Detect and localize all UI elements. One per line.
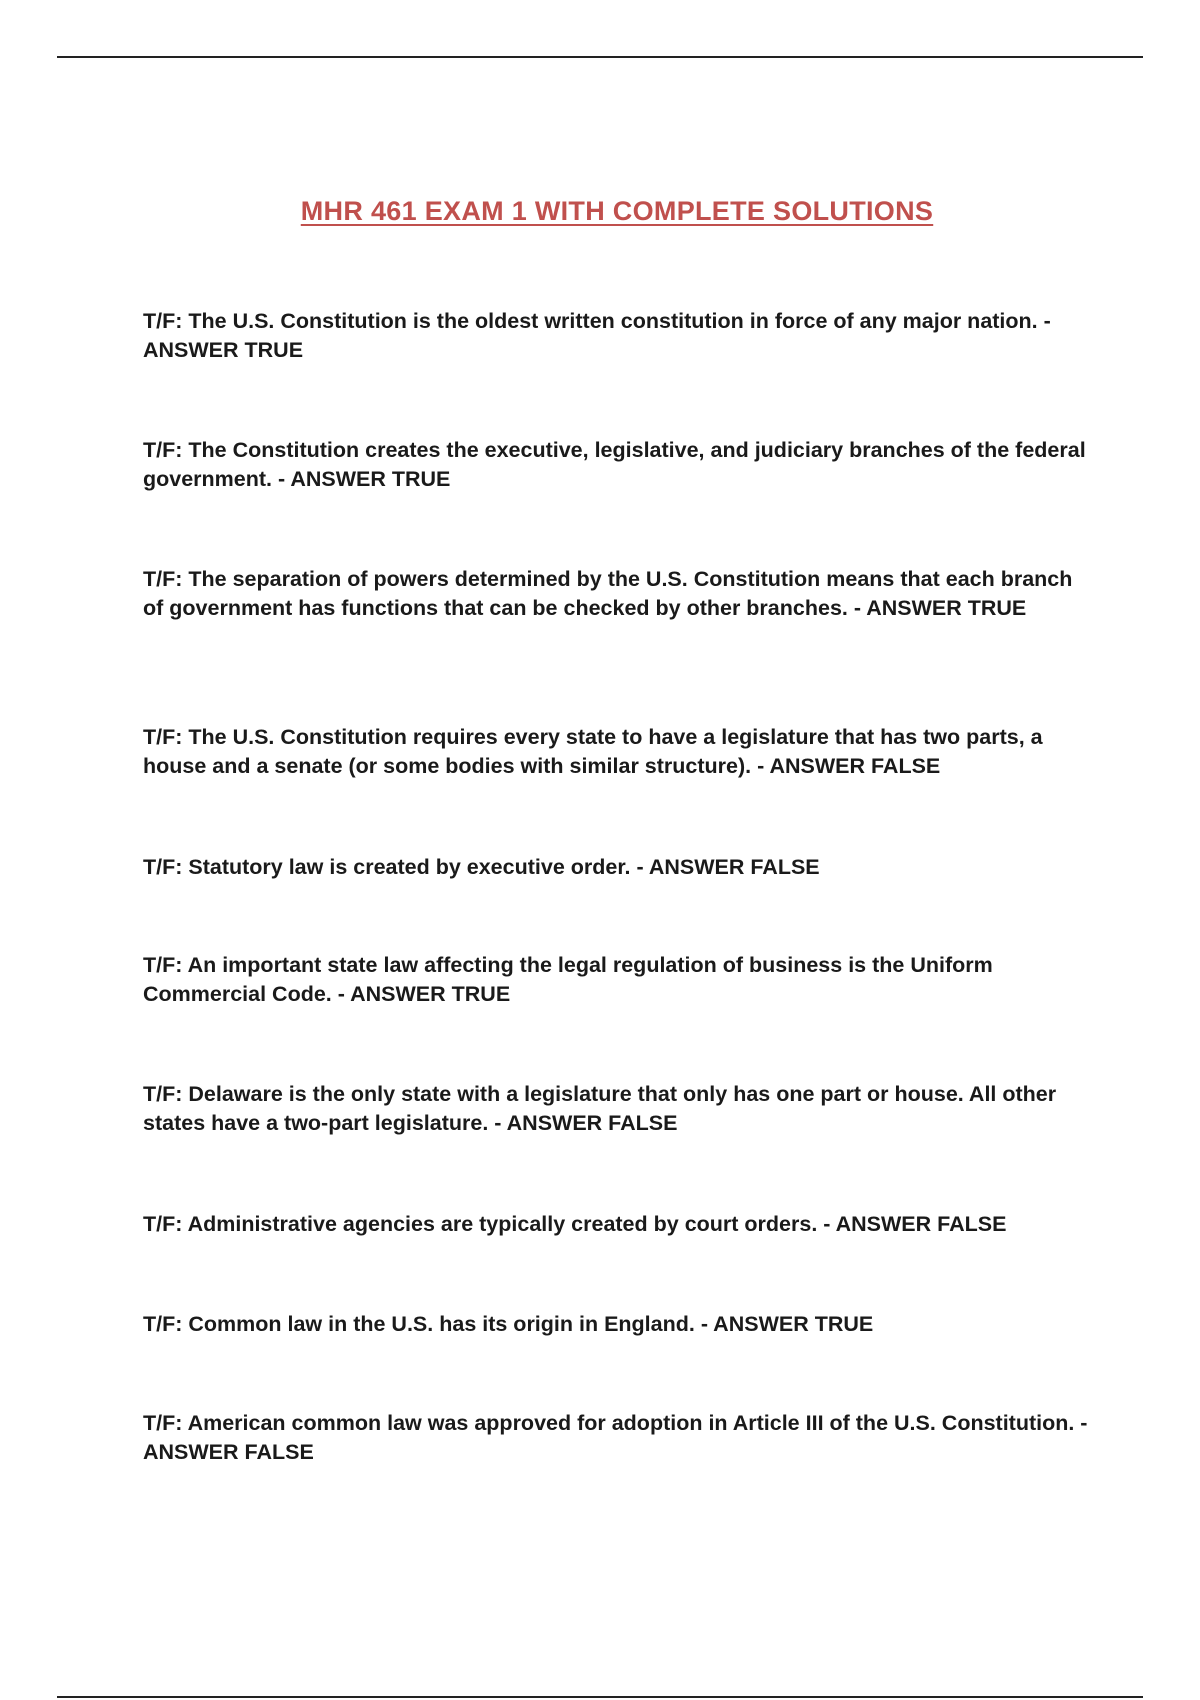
- qa-item-5: [143, 853, 1098, 882]
- question-text: T/F: The Constitution creates the executive, legislative, and judiciary branches of the federal government. -: [143, 438, 1086, 491]
- qa-item-1: [143, 307, 1098, 365]
- question-text: T/F: Delaware is the only state with a legislature that only has one part or house. All other states have a two-part legislature. -: [143, 1082, 1057, 1135]
- answer-text: ANSWER FALSE: [835, 1212, 1007, 1236]
- answer-text: ANSWER FALSE: [648, 855, 820, 879]
- answer-text: ANSWER TRUE: [713, 1312, 874, 1336]
- qa-item-2: [143, 436, 1098, 494]
- qa-item-10: [143, 1409, 1098, 1467]
- answer-text: ANSWER FALSE: [506, 1111, 678, 1135]
- answer-text: ANSWER TRUE: [143, 338, 304, 362]
- qa-item-6: [143, 951, 1098, 1009]
- question-text: T/F: An important state law affecting the legal regulation of business is the Uniform Commercial Code. -: [143, 953, 993, 1006]
- question-text: T/F: Administrative agencies are typically created by court orders. -: [143, 1212, 831, 1236]
- bottom-rule: [57, 1696, 1143, 1698]
- question-text: T/F: Common law in the U.S. has its origin in England. -: [143, 1312, 708, 1336]
- question-text: T/F: Statutory law is created by executive order. -: [143, 855, 644, 879]
- question-text: T/F: The U.S. Constitution requires every state to have a legislature that has two parts, a house and a senate (or some bodies with similar structure). -: [143, 725, 1043, 778]
- answer-text: ANSWER FALSE: [769, 754, 941, 778]
- question-text: T/F: American common law was approved for adoption in Article III of the U.S. Constitution. -: [143, 1411, 1088, 1435]
- qa-item-3: [143, 565, 1098, 623]
- answer-text: ANSWER FALSE: [143, 1440, 314, 1464]
- question-text: T/F: The separation of powers determined by the U.S. Constitution means that each branch of government has functions that can be checked by other branches. -: [143, 567, 1073, 620]
- qa-item-8: [143, 1210, 1098, 1239]
- qa-item-4: [143, 723, 1098, 781]
- qa-item-9: [143, 1310, 1098, 1339]
- answer-text: ANSWER TRUE: [866, 596, 1027, 620]
- answer-text: ANSWER TRUE: [290, 467, 451, 491]
- qa-item-7: [143, 1080, 1098, 1138]
- answer-text: ANSWER TRUE: [350, 982, 511, 1006]
- question-text: T/F: The U.S. Constitution is the oldest written constitution in force of any major nation. -: [143, 309, 1051, 333]
- document-title-text: MHR 461 EXAM 1 WITH COMPLETE SOLUTIONS: [300, 196, 934, 226]
